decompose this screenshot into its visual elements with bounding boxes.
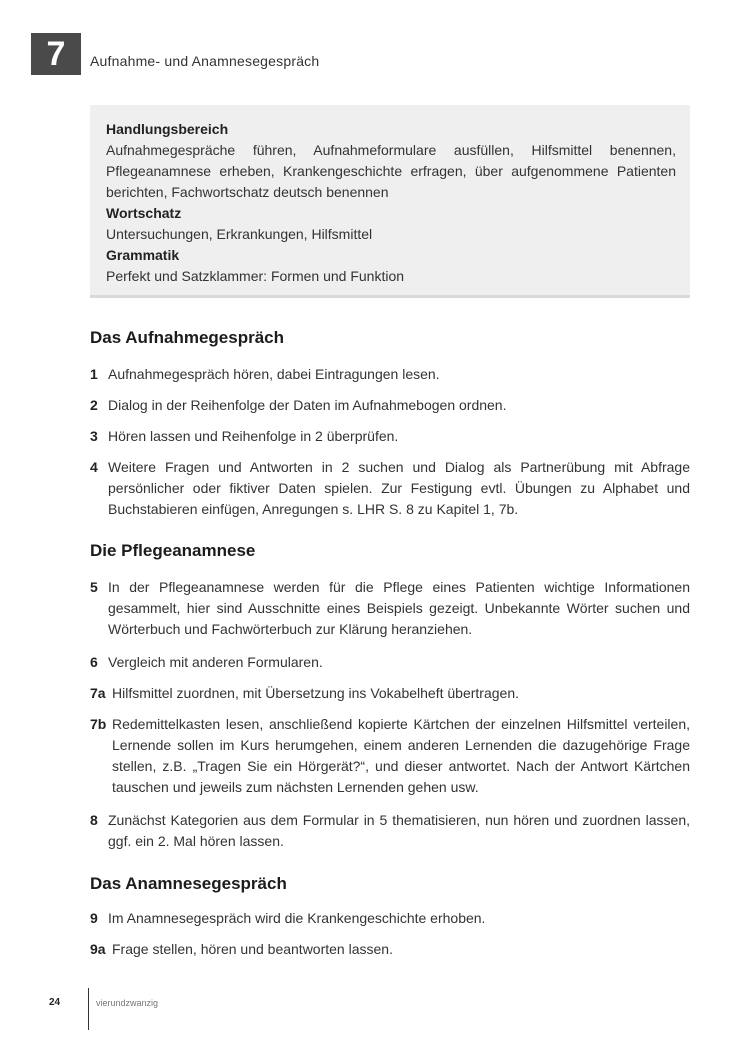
footer-divider: [88, 988, 89, 1030]
item-number: 8: [90, 812, 98, 828]
item-number: 4: [90, 459, 98, 475]
item-number: 2: [90, 397, 98, 413]
item-text: Im Anamnesegespräch wird die Krankengeschichte erhoben.: [108, 910, 486, 926]
info-heading-grammatik: Grammatik: [106, 247, 180, 263]
list-item-7a: [90, 683, 690, 704]
section-title-aufnahmegespraech: Das Aufnahmegespräch: [90, 328, 284, 347]
list-item-9: [90, 908, 690, 929]
info-heading-wortschatz: Wortschatz: [106, 205, 182, 221]
item-number: 1: [90, 366, 98, 382]
list-item-9a: [90, 939, 690, 960]
item-text: Zunächst Kategorien aus dem Formular in 5 thematisieren, nun hören und zuordnen lassen, ggf. ein 2. Mal hören lassen.: [108, 812, 690, 849]
item-text: Frage stellen, hören und beantworten lassen.: [112, 941, 393, 957]
item-number: 9a: [90, 941, 106, 957]
list-item-7b: [90, 714, 690, 798]
chapter-number-badge: 7: [31, 33, 81, 75]
item-text: Dialog in der Reihenfolge der Daten im Aufnahmebogen ordnen.: [108, 397, 507, 413]
list-item-3: [90, 426, 690, 447]
item-text: Hören lassen und Reihenfolge in 2 überprüfen.: [108, 428, 399, 444]
page-number: 24: [49, 997, 61, 1008]
info-text-grammatik: Perfekt und Satzklammer: Formen und Funktion: [106, 268, 405, 284]
list-item-4: [90, 457, 690, 520]
info-text-wortschatz: Untersuchungen, Erkrankungen, Hilfsmittel: [106, 226, 373, 242]
item-number: 3: [90, 428, 98, 444]
item-text: Weitere Fragen und Antworten in 2 suchen und Dialog als Partnerübung mit Abfrage persönlicher oder fiktiver Daten spielen. Zur Festigung evtl. Übungen zu Alphabet und Buchstabieren einfügen, Anregungen s. LHR S. 8 zu Kapitel 1, 7b.: [108, 459, 690, 517]
item-text: In der Pflegeanamnese werden für die Pflege eines Patienten wichtige Informationen gesammelt, hier sind Ausschnitte eines Beispiels gezeigt. Unbekannte Wörter suchen und Wörterbuch und Fachwörterbuch zur Klärung heranziehen.: [108, 579, 690, 637]
section-title-anamnesegespraech: Das Anamnesegespräch: [90, 874, 287, 893]
item-text: Redemittelkasten lesen, anschließend kopierte Kärtchen der einzelnen Hilfsmittel verteilen, Lernende sollen im Kurs herumgehen, einem anderen Lernenden die dazugehörige Frage stellen, z.B. „Tragen Sie ein Hörgerät?“, und dieser antwortet. Nach der Antwort Kärtchen tauschen und jeweils zum nächsten Lernenden gehen usw.: [112, 716, 690, 795]
item-number: 6: [90, 654, 98, 670]
page-number-word: vierundzwanzig: [96, 998, 159, 1008]
info-heading-handlungsbereich: Handlungsbereich: [106, 121, 229, 137]
item-number: 5: [90, 579, 98, 595]
item-number: 7a: [90, 685, 106, 701]
section-title-pflegeanamnese: Die Pflegeanamnese: [90, 541, 256, 560]
info-text-handlungsbereich: Aufnahmegespräche führen, Aufnahmeformulare ausfüllen, Hilfsmittel benennen, Pflegeanamnese erheben, Krankengeschichte erfragen, über aufgenommene Patienten berichten, Fachwortschatz deutsch benennen: [106, 142, 676, 200]
list-item-6: [90, 652, 690, 673]
item-number: 9: [90, 910, 98, 926]
list-item-8: [90, 810, 690, 852]
item-number: 7b: [90, 716, 107, 732]
item-text: Vergleich mit anderen Formularen.: [108, 654, 323, 670]
list-item-2: [90, 395, 690, 416]
info-box: [90, 105, 690, 298]
list-item-1: [90, 364, 690, 385]
item-text: Aufnahmegespräch hören, dabei Eintragungen lesen.: [108, 366, 440, 382]
chapter-title: Aufnahme- und Anamnesegespräch: [90, 53, 320, 69]
list-item-5: [90, 577, 690, 640]
item-text: Hilfsmittel zuordnen, mit Übersetzung ins Vokabelheft übertragen.: [112, 685, 519, 701]
